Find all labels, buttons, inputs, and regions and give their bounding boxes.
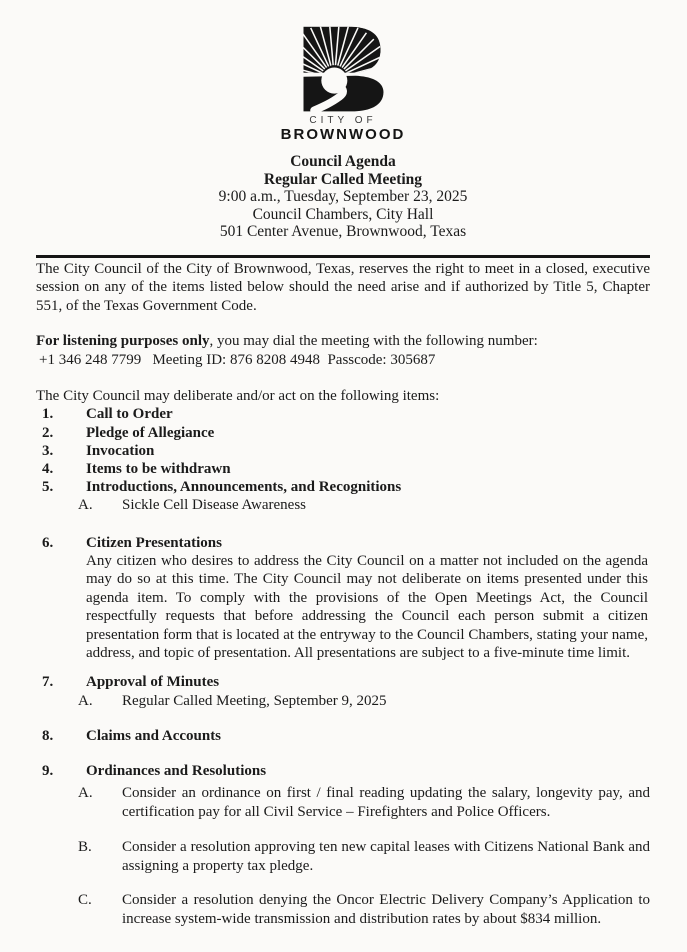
subitem-letter: A. xyxy=(78,497,93,514)
agenda-item-8 xyxy=(36,727,650,745)
subitem-text: Consider a resolution denying the Oncor Electric Delivery Company’s Application to increase system-wide transmission and distribution rates by about $834 million. xyxy=(122,892,650,927)
meeting-location: Council Chambers, City Hall xyxy=(252,205,434,223)
item-number: 5. xyxy=(42,479,54,496)
meeting-type: Regular Called Meeting xyxy=(263,170,423,188)
agenda-item-6 xyxy=(36,534,650,552)
agenda-item-7a xyxy=(36,692,650,710)
item-title: Pledge of Allegiance xyxy=(86,424,215,441)
item-title: Approval of Minutes xyxy=(86,674,220,691)
agenda-item-5 xyxy=(36,478,650,496)
deliberate-line: The City Council may deliberate and/or act on the following items: xyxy=(36,388,440,405)
subitem-text: Consider an ordinance on first / final reading updating the salary, longevity pay, and certification pay for all Civil Service – Firefighters and Police Officers. xyxy=(122,785,650,820)
item-number: 7. xyxy=(42,674,54,691)
subitem-letter: A. xyxy=(78,692,93,709)
logo-city-name-text: BROWNWOOD xyxy=(280,126,406,143)
subitem-text: Consider a resolution approving ten new capital leases with Citizens National Bank and assigning a property tax pledge. xyxy=(122,839,650,874)
agenda-item-4 xyxy=(36,460,650,478)
listening-line xyxy=(36,332,650,351)
citizen-presentations-body: Any citizen who desires to address the City Council on a matter not included on the agenda may do so at this time. The City Council may not deliberate on items presented under this agenda item. To comply with the provisions of the Open Meetings Act, the Council respectfully requests that before addressing the Council each person submit a citizen presentation form that is located at the entryway to the Council Chambers, stating your name, address, and topic of presentation. All presentations are subject to a five-minute time limit. xyxy=(86,552,648,661)
logo-city-of-text: CITY OF xyxy=(309,115,377,126)
subitem-text: Sickle Cell Disease Awareness xyxy=(122,497,306,514)
item-number: 2. xyxy=(42,424,54,441)
item-number: 8. xyxy=(42,727,54,744)
item-title: Introductions, Announcements, and Recognitions xyxy=(86,479,402,496)
agenda-item-5a xyxy=(36,496,650,514)
agenda-item-9b xyxy=(36,838,650,875)
agenda-item-2 xyxy=(36,424,650,442)
dial-info: +1 346 248 7799 Meeting ID: 876 8208 4948 Passcode: 305687 xyxy=(39,351,436,368)
agenda-item-9a xyxy=(36,784,650,821)
item-number: 3. xyxy=(42,442,54,459)
meeting-datetime: 9:00 a.m., Tuesday, September 23, 2025 xyxy=(218,188,468,206)
subitem-text: Regular Called Meeting, September 9, 2025 xyxy=(122,692,387,709)
item-title: Claims and Accounts xyxy=(86,727,222,744)
subitem-letter: C. xyxy=(78,892,92,909)
item-number: 9. xyxy=(42,762,54,779)
agenda-item-7 xyxy=(36,673,650,691)
logo-block xyxy=(36,25,650,142)
item-title: Call to Order xyxy=(86,406,173,423)
document-title: Council Agenda xyxy=(290,153,396,170)
subitem-letter: A. xyxy=(78,785,93,802)
agenda-item-3 xyxy=(36,442,650,460)
item-title: Citizen Presentations xyxy=(86,534,222,551)
brownwood-sunrise-b-logo-icon xyxy=(290,25,396,113)
agenda-item-1 xyxy=(36,405,650,423)
meeting-address: 501 Center Avenue, Brownwood, Texas xyxy=(219,223,467,241)
agenda-item-9c xyxy=(36,891,650,928)
meeting-header xyxy=(36,153,650,241)
item-title: Items to be withdrawn xyxy=(86,461,231,478)
item-title: Invocation xyxy=(86,442,155,459)
item-number: 6. xyxy=(42,534,54,551)
item-number: 1. xyxy=(42,406,54,423)
item-title: Ordinances and Resolutions xyxy=(86,762,267,779)
listening-lead: For listening purposes only xyxy=(36,333,210,350)
item-number: 4. xyxy=(42,461,54,478)
closed-session-notice: The City Council of the City of Brownwood, Texas, reserves the right to meet in a closed, executive session on any of the items listed below should the need arise and if authorized by Title 5, Chapter 551, of the Texas Government Code. xyxy=(36,260,650,314)
listening-info xyxy=(36,332,650,369)
subitem-letter: B. xyxy=(78,839,92,856)
header-divider xyxy=(36,255,650,258)
agenda-item-9 xyxy=(36,762,650,780)
listening-rest: , you may dial the meeting with the following number: xyxy=(209,333,538,350)
